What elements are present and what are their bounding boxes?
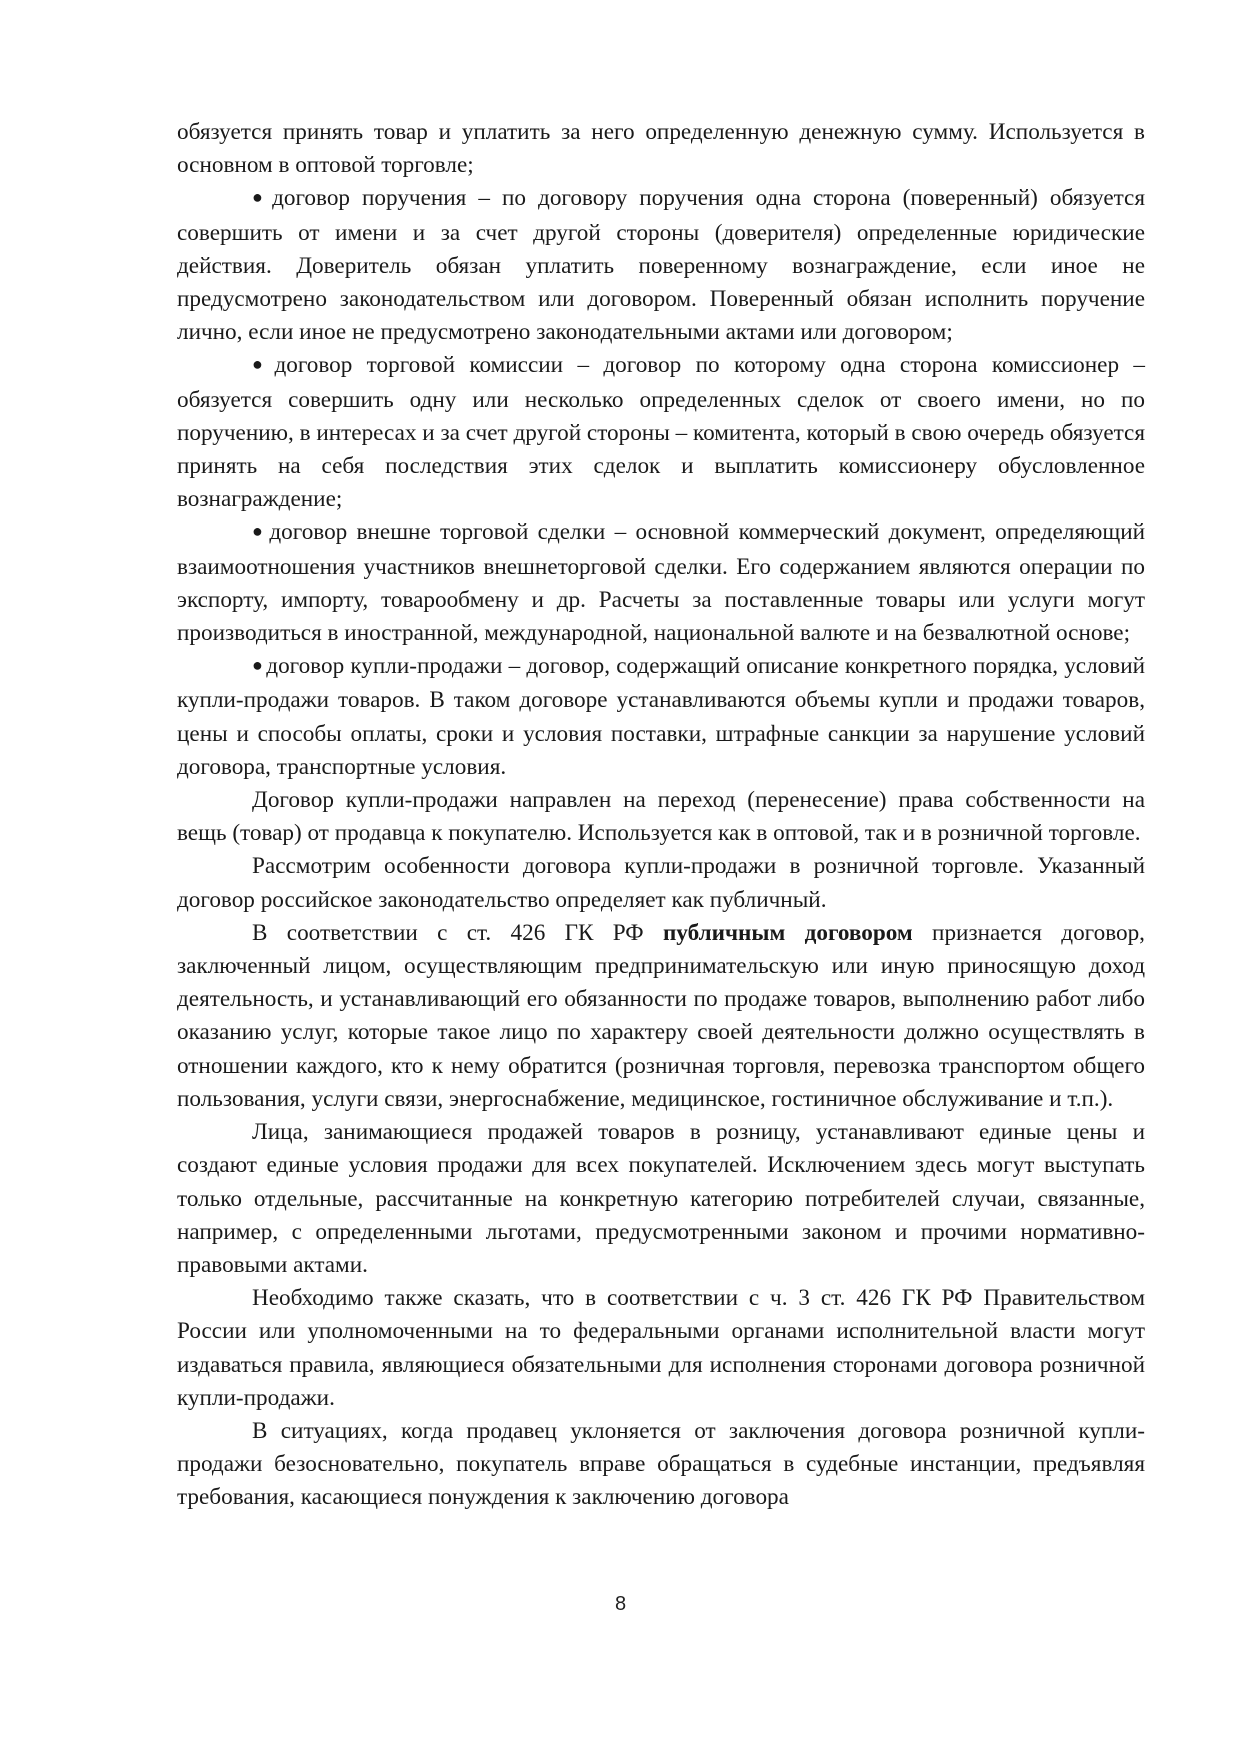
bullet-item-foreign-trade-contract	[177, 516, 1145, 650]
paragraph-retail-features: Рассмотрим особенности договора купли-продажи в розничной торговле. Указанный договор российское законодательство определяет как публичный.	[177, 853, 1145, 913]
bullet-item-sale-contract	[177, 650, 1145, 784]
page-number: 8	[614, 1593, 627, 1615]
bold-term: публичным договором	[662, 919, 913, 946]
document-body	[177, 116, 1145, 1515]
paragraph-public-contract-definition	[177, 917, 1145, 1116]
bullet-icon: ●	[252, 655, 264, 676]
bullet-icon: ●	[252, 521, 267, 542]
bullet-item-commission-contract	[177, 349, 1145, 516]
bullet-icon: ●	[252, 187, 270, 208]
bullet-item-agency-contract	[177, 182, 1145, 349]
paragraph-sale-contract-purpose: Договор купли-продажи направлен на переход (перенесение) права собственности на вещь (товар) от продавца к покупателю. Используется как в оптовой, так и в розничной торговле.	[177, 787, 1145, 847]
paragraph-continuation: обязуется принять товар и уплатить за него определенную денежную сумму. Используется в основном в оптовой торговле;	[177, 119, 1145, 179]
bullet-text: договор купли-продажи – договор, содержащий описание конкретного порядка, условий купли-продажи товаров. В таком договоре устанавливаются объемы купли и продажи товаров, цены и способы оплаты, сроки и условия поставки, штрафные санкции за нарушение условий договора, транспортные условия.	[177, 653, 1146, 780]
bullet-text: договор поручения – по договору поручения одна сторона (поверенный) обязуется совершить от имени и за счет другой стороны (доверителя) определенные юридические действия. Доверитель обязан уплатить поверенному вознаграждение, если иное не предусмотрено законодательством или договором. Поверенный обязан исполнить поручение лично, если иное не предусмотрено законодательными актами или договором;	[177, 185, 1146, 346]
bullet-text: договор внешне торговой сделки – основной коммерческий документ, определяющий взаимоотношения участников внешнеторговой сделки. Его содержанием являются операции по экспорту, импорту, товарообмену и др. Расчеты за поставленные товары или услуги могут производиться в иностранной, международной, национальной валюте и на безвалютной основе;	[177, 519, 1146, 647]
paragraph-text-after: признается договор, заключенный лицом, осуществляющим предпринимательскую или иную приносящую доход деятельность, и устанавливающий его обязанности по продаже товаров, выполнению работ либо оказанию услуг, которые такое лицо по характеру своей деятельности должно осуществлять в отношении каждого, кто к нему обратится (розничная торговля, перевозка транспортом общего пользования, услуги связи, энергоснабжение, медицинское, гостиничное обслуживание и т.п.).	[177, 919, 1145, 1112]
paragraph-uniform-prices: Лица, занимающиеся продажей товаров в розницу, устанавливают единые цены и создают единые условия продажи для всех покупателей. Исключением здесь могут выступать только отдельные, рассчитанные на конкретную категорию потребителей случаи, связанные, например, с определенными льготами, предусмотренными законом и прочими нормативно-правовыми актами.	[177, 1119, 1145, 1278]
paragraph-seller-evasion: В ситуациях, когда продавец уклоняется от заключения договора розничной купли-продажи безосновательно, покупатель вправе обращаться в судебные инстанции, предъявляя требования, касающиеся понуждения к заключению договора	[177, 1417, 1145, 1511]
bullet-text: договор торговой комиссии – договор по которому одна сторона комиссионер – обязуется совершить одну или несколько определенных сделок от своего имени, но по поручению, в интересах и за счет другой стороны – комитента, который в свою очередь обязуется принять на себя последствия этих сделок и выплатить комиссионеру обусловленное вознаграждение;	[177, 352, 1146, 513]
bullet-icon: ●	[252, 354, 272, 375]
paragraph-text-before: В соответствии с ст. 426 ГК РФ	[252, 919, 663, 946]
paragraph-government-rules: Необходимо также сказать, что в соответствии с ч. 3 ст. 426 ГК РФ Правительством России или уполномоченными на то федеральными органами исполнительной власти могут издаваться правила, являющиеся обязательными для исполнения сторонами договора розничной купли-продажи.	[177, 1285, 1145, 1411]
